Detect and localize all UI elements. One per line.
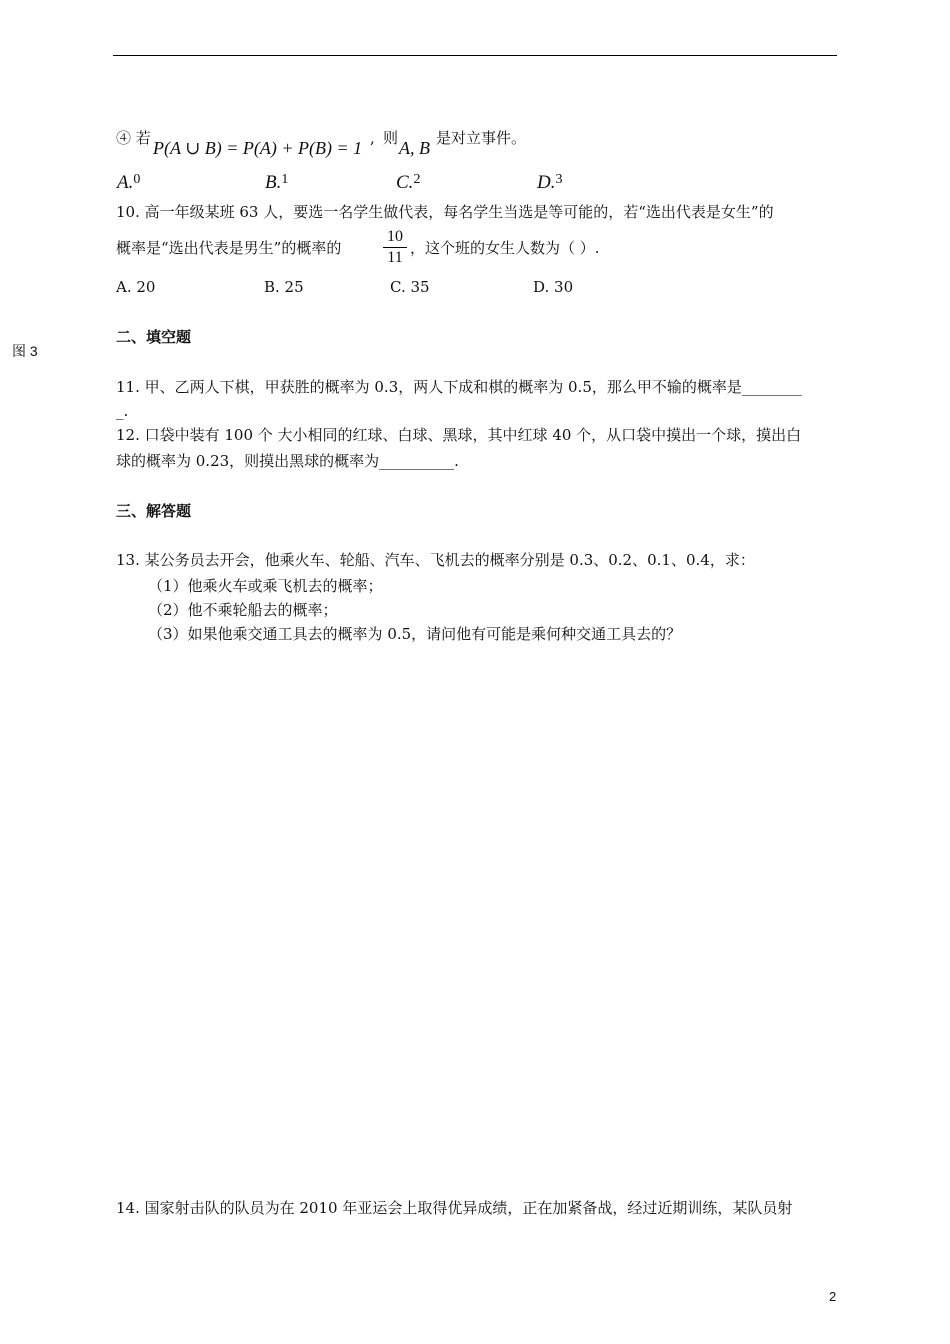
- header-rule: [113, 55, 837, 56]
- figure-label: 图 3: [12, 343, 38, 359]
- option-c-letter: C.: [396, 172, 414, 193]
- q14-line1: 14. 国家射击队的队员为在 2010 年亚运会上取得优异成绩，正在加紧备战，经过近期训练，某队员射: [116, 1199, 793, 1217]
- option-b-letter: B.: [265, 172, 282, 193]
- option-b-value: 1: [281, 172, 289, 187]
- q12-line2: 球的概率为 0.23，则摸出黑球的概率为__________.: [116, 452, 459, 470]
- q10-option-d: D. 30: [533, 278, 574, 296]
- page-number: 2: [829, 1289, 837, 1304]
- q13-part-3: （3）如果他乘交通工具去的概率为 0.5，请问他有可能是乘何种交通工具去的？: [148, 625, 682, 643]
- option-c-value: 2: [413, 172, 421, 187]
- q10-option-b: B. 25: [264, 278, 304, 296]
- option-a: [117, 172, 140, 194]
- q10-line2-after: ，这个班的女生人数为（ ）.: [410, 239, 600, 257]
- option-a-letter: A.: [117, 172, 134, 193]
- q10-option-a: A. 20: [116, 278, 156, 296]
- option-c: [396, 172, 420, 194]
- q10-fraction-bar: [383, 247, 407, 248]
- q13-part-2: （2）他不乘轮船去的概率；: [148, 601, 338, 619]
- q10-option-c: C. 35: [390, 278, 430, 296]
- option-d-value: 3: [555, 172, 563, 187]
- q10-fraction-denominator: 11: [387, 249, 403, 266]
- q13-part-1: （1）他乘火车或乘飞机去的概率；: [148, 577, 383, 595]
- option-d-letter: D.: [537, 172, 556, 193]
- item4-events: A, B: [399, 138, 430, 158]
- option-d: [537, 172, 562, 194]
- section-answer-heading: 三、解答题: [116, 502, 192, 520]
- q11-line1: 11. 甲、乙两人下棋，甲获胜的概率为 0.3，两人下成和棋的概率为 0.5，那么甲不输的概率是________: [116, 378, 802, 396]
- option-b: [265, 172, 288, 194]
- section-fill-in-heading: 二、填空题: [116, 328, 192, 346]
- item4-formula: P(A ∪ B) = P(A) + P(B) = 1: [153, 138, 363, 158]
- q10-fraction-numerator: 10: [387, 228, 403, 245]
- item4-suffix: 是对立事件。: [436, 129, 527, 147]
- q12-line1: 12. 口袋中装有 100 个 大小相同的红球、白球、黑球，其中红球 40 个，从口袋中摸出一个球，摸出白: [116, 426, 802, 444]
- item4-then: 则: [383, 129, 399, 147]
- q10-line2-before: 概率是“选出代表是男生”的概率的: [116, 239, 342, 257]
- q10-line1: 10. 高一年级某班 63 人，要选一名学生做代表，每名学生当选是等可能的，若“选出代表是女生”的: [116, 203, 774, 221]
- item4-prefix: ④ 若: [116, 129, 151, 147]
- q10-fraction: [383, 228, 407, 267]
- option-a-value: 0: [133, 172, 141, 187]
- item4-comma: ,: [370, 129, 375, 147]
- q13-stem: 13. 某公务员去开会，他乘火车、轮船、汽车、飞机去的概率分别是 0.3、0.2、0.1、0.4，求：: [116, 551, 755, 569]
- q11-line2: _.: [116, 402, 129, 420]
